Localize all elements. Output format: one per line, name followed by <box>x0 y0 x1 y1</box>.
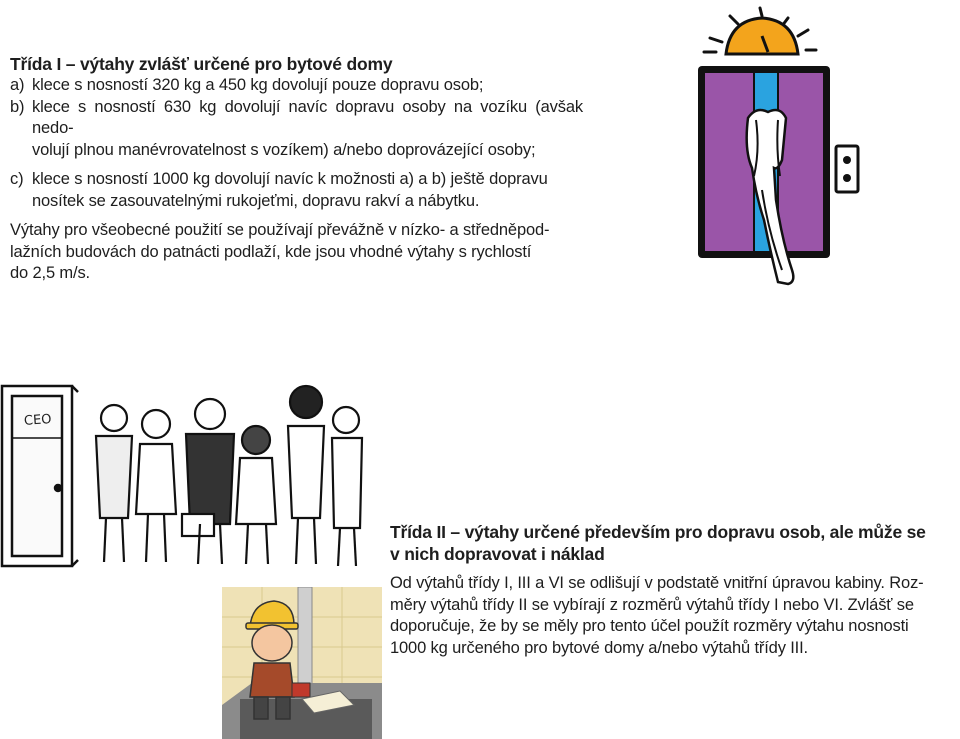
person-2 <box>136 410 176 562</box>
person-6 <box>332 407 362 566</box>
paragraph-line: Od výtahů třídy I, III a VI se odlišují v podstatě vnitřní úpravou kabiny. Roz- <box>390 574 924 592</box>
elevator-illustration <box>690 0 870 290</box>
list-item-line: klece s nosností 1000 kg dovolují navíc k možnosti a) a b) ještě dopravu <box>32 170 548 188</box>
section-1-heading: Třída I – výtahy zvlášť určené pro bytové domy <box>10 54 393 74</box>
elevator-door-right <box>778 72 824 252</box>
worker-illustration <box>222 587 382 739</box>
paragraph-line: do 2,5 m/s. <box>10 264 90 282</box>
section-2 <box>390 521 956 659</box>
person-3 <box>182 399 234 564</box>
paragraph-line: lažních budovách do patnácti podlaží, kde jsou vhodné výtahy s rychlostí <box>10 242 532 261</box>
person-5 <box>288 386 324 564</box>
heading-line: v nich dopravovat i náklad <box>390 544 605 564</box>
person-1 <box>96 405 132 562</box>
paragraph-line: doporučuje, že by se měly pro tento účel použít rozměry výtahu nosnosti <box>390 617 909 635</box>
list-item-c <box>10 169 583 212</box>
list-item-line: nosítek se zasouvatelnými rukojeťmi, dopravu rakví a nábytku. <box>32 191 480 210</box>
section-1 <box>10 53 583 285</box>
list-item-line: volují plnou manévrovatelnost s vozíkem) a/nebo doprovázející osoby; <box>32 140 536 159</box>
toolbox-icon <box>292 683 310 697</box>
heading-line: Třída II – výtahy určené především pro dopravu osob, ale může se <box>390 522 926 542</box>
list-item-a <box>10 75 583 97</box>
paragraph-line: 1000 kg určeného pro bytové domy a/nebo výtahů třídy III. <box>390 638 808 657</box>
list-item-b <box>10 97 583 162</box>
door-sign: CEO <box>23 412 53 429</box>
list-item-label: c) <box>10 170 24 188</box>
call-button-panel <box>836 146 858 192</box>
section-2-heading <box>390 521 956 565</box>
person-4 <box>236 426 276 564</box>
paragraph-line: měry výtahů třídy II se vybírají z rozměrů výtahů třídy I nebo VI. Zvlášť se <box>390 595 914 614</box>
section-1-list <box>10 75 583 212</box>
cabin-pillar <box>298 587 312 697</box>
queue-illustration <box>0 378 370 573</box>
paragraph-line: Výtahy pro všeobecné použití se používají převážně v nízko- a středněpod- <box>10 221 550 239</box>
section-1-paragraph <box>10 220 583 285</box>
section-2-paragraph <box>390 573 956 659</box>
list-item-line: klece s nosností 320 kg a 450 kg dovolují pouze dopravu osob; <box>32 76 484 94</box>
list-item-line: klece s nosností 630 kg dovolují navíc dopravu osoby na vozíku (avšak nedo- <box>32 97 583 137</box>
list-item-label: a) <box>10 76 25 94</box>
elevator-door-left <box>704 72 754 252</box>
list-item-label: b) <box>10 97 25 116</box>
